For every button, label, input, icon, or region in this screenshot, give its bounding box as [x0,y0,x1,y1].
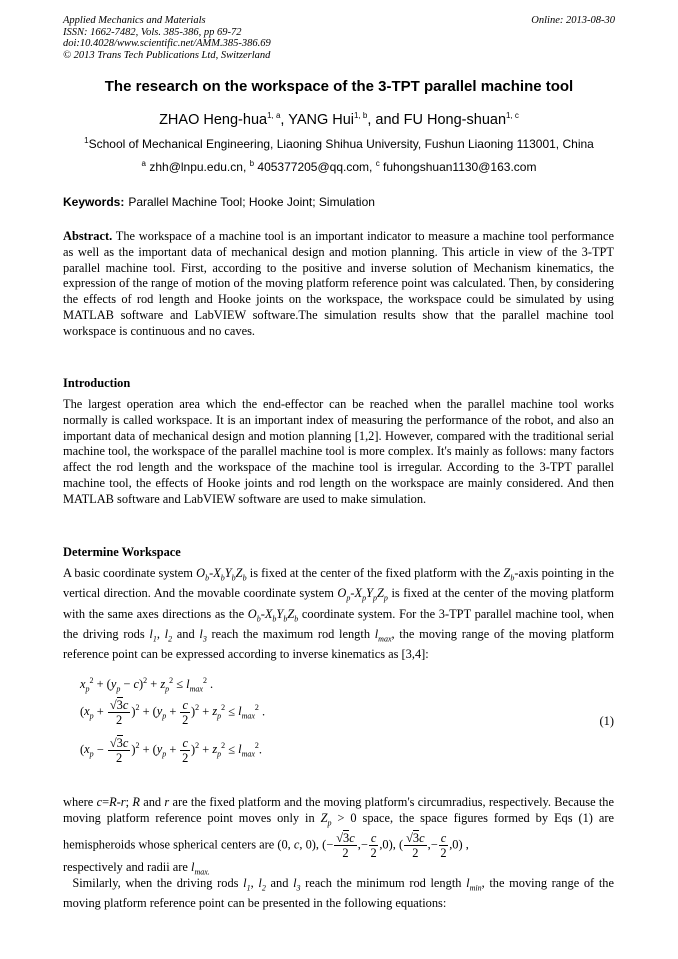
workspace-paragraph-1: A basic coordinate system $O_b-X_bY_bZ_b$ is fixed at the center of the fixed platform with the $Z_b$-axis pointing in the vertical direction. And the movable coordinate system $O_p-X_pY_pZ_p$ is fixed at the center of the moving platform with the same axes directions as the $O_b-X_bY_bZ_b$ coordinate system. For the 3-TPT parallel machine tool, when the driving rods $l_1$, $l_2$ and $l_3$ reach the maximum rod length $l_{max}$, the moving range of the moving platform reference point can be expressed according to inverse kinematics as [3,4]: [63,566,614,662]
keywords-text: Parallel Machine Tool; Hooke Joint; Simulation [128,195,375,209]
author-emails: $^a$ zhh@lnpu.edu.cn, $^b$ 405377205@qq.com, $^c$ fuhongshuan1130@163.com [141,159,537,174]
author-name: YANG Hui [288,112,355,128]
email-link[interactable]: 405377205@qq.com [257,160,370,174]
issn: ISSN: 1662-7482, Vols. 385-386, pp 69-72 [63,26,242,38]
email-link[interactable]: fuhongshuan1130@163.com [383,160,537,174]
introduction-text: The largest operation area which the end-effector can be reached when the parallel machine tool works normally is called workspace. It is an important index of measuring the performance of the robot, and also an important data of mechanical design and motion planning [1,2]. However, compared with the traditional serial machine tool, the workspace of the parallel machine tool is more complex. It's mainly as follows: many factors affect the rod length and the workspace of the machine tool is irregular. According to the 3-TPT parallel machine tool, the effects of Hooke joints and rod length on the workspace are mainly considered. And then MATLAB software and LabVIEW software are used to make simulation. [63,397,614,506]
email-link[interactable]: zhh@lnpu.edu.cn [149,160,243,174]
equation-line: $x_p^2 + (y_p - c)^2 + z_p^2 \le l_{max}^2$ . [80,676,214,694]
author-list: ZHAO Heng-hua$^{1, a}$, YANG Hui$^{1, b}$, and FU Hong-shuan$^{1, c}$ [159,111,519,128]
journal-name: Applied Mechanics and Materials [63,15,206,26]
equation-line: ($x_p$ + $\frac{√3c}{2}$ )$^2 + (y_p$ + $\frac{c}{2}$ )$^2 + z_p^2 \le l_{max}^2$ . [80,698,266,727]
author-name: FU Hong-shuan [403,112,507,128]
copyright: © 2013 Trans Tech Publications Ltd, Switzerland [63,49,271,61]
journal-header [63,15,615,61]
abstract-label: Abstract. [63,229,113,243]
author-sup: 1, c [506,111,519,121]
online-date: Online: 2013-08-30 [531,15,615,26]
section-heading-introduction: Introduction [63,376,131,390]
equation-1 [80,674,616,774]
workspace-paragraph-3: Similarly, when the driving rods $l_1$, $l_2$ and $l_3$ reach the minimum rod length $l_{min}$, the moving range of the moving platform reference point can be presented in the following equations: [63,876,614,911]
keywords-label: Keywords: [63,195,125,209]
author-name: ZHAO Heng-hua [159,112,268,128]
equation-number: (1) [599,714,614,728]
author-sup: 1, b [354,111,368,121]
equation-line: ($x_p$ − $\frac{√3c}{2}$ )$^2 + (y_p$ + $\frac{c}{2}$ )$^2 + z_p^2 \le l_{max}^2$. [80,736,263,765]
affiliation: $^1$School of Mechanical Engineering, Liaoning Shihua University, Fushun Liaoning 113001, China [84,136,594,151]
keywords [63,195,615,209]
doi: doi:10.4028/www.scientific.net/AMM.385-386.69 [63,38,271,49]
author-sup: 1, a [267,111,281,121]
abstract-text: The workspace of a machine tool is an important indicator to measure a machine tool performance as well as the important data of mechanical design and motion planning. This article in view of the 3-TPT parallel machine tool. First, according to the positive and inverse solution of Mechanism kinematics, the expression of the range of motion of the moving platform reference point was calculated. Then, by considering the effects of rod length and Hooke joints on the workspace, the workspace could be simulated by using MATLAB software and LabVIEW software.The simulation results show that the parallel machine tool workspace is continuous and no caves. [63,229,614,338]
workspace-paragraph-2: where c=R-r; R and r are the fixed platform and the moving platform's circumradius, respectively. Because the moving platform reference point moves only in $Z_p > 0$ space, the space figures formed by Eqs (1) are hemispheroids whose spherical centers are (0, c, 0), (− $\frac{√3c}{2}$ ,− $\frac{c}{2}$ ,0), ( $\frac{√3c}{2}$ ,− $\frac{c}{2}$ ,0) , respectively and radii are $l_{max.}$ [63,795,614,877]
section-heading-workspace: Determine Workspace [63,545,181,559]
paper-title: The research on the workspace of the 3-TPT parallel machine tool [104,78,574,95]
abstract [63,229,614,340]
